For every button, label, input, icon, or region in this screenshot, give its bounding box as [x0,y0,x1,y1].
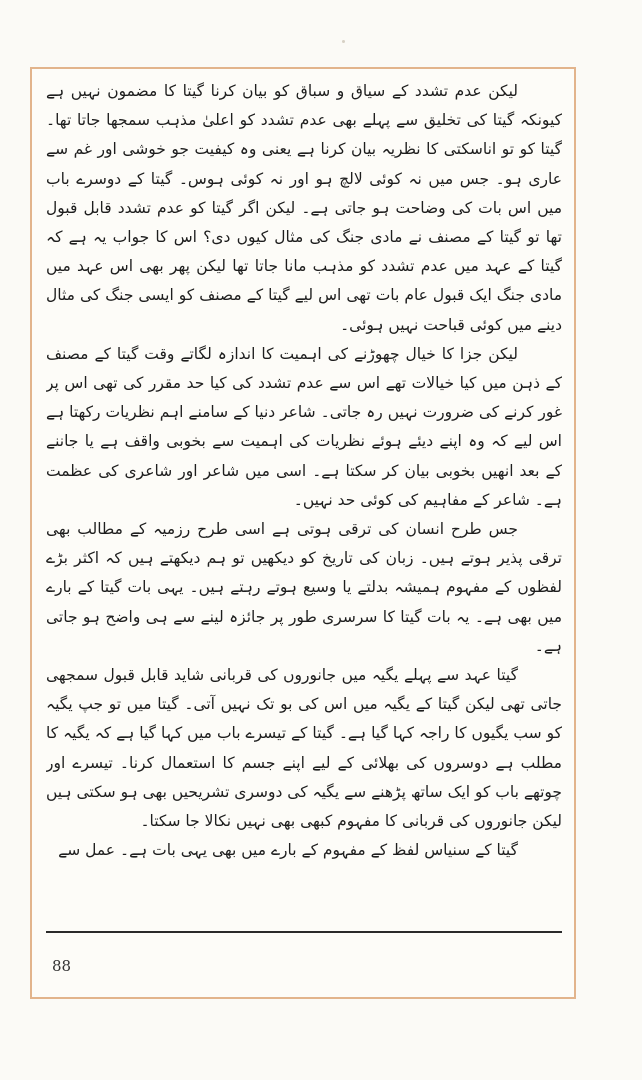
paragraph: لیکن جزا کا خیال چھوڑنے کی اہمیت کا اندازہ لگاتے وقت گیتا کے مصنف کے ذہن میں کیا خیالات تھے اس سے عدم تشدد کی کیا حد مقرر کی تھی اس پر غور کرنے کی ضرورت نہیں رہ جاتی۔ شاعر دنیا کے سامنے اہم نظریات رکھتا ہے اس لیے کہ وہ اپنے دیئے ہوئے نظریات کی اہمیت سے بخوبی واقف ہے یا جاننے کے بعد انھیں بخوبی بیان کر سکتا ہے۔ اسی میں شاعر اور شاعری کی عظمت ہے۔ شاعر کے مفاہیم کی کوئی حد نہیں۔ [46,344,562,509]
paragraph: جس طرح انسان کی ترقی ہوتی ہے اسی طرح رزمیہ کے مطالب بھی ترقی پذیر ہوتے ہیں۔ زبان کی تاریخ کو دیکھیں تو ہم دیکھتے ہیں کہ اکثر بڑے لفظوں کے مفہوم ہمیشہ بدلتے یا وسیع ہوتے رہتے ہیں۔ یہی بات گیتا کے بارے میں بھی ہے۔ یہ بات گیتا کا سرسری طور پر جائزہ لینے سے ہی واضح ہو جاتی ہے۔ [46,520,562,655]
page-number: 88 [52,957,72,975]
page-frame [30,67,576,999]
page-body-text [46,77,562,922]
paragraph: گیتا عہد سے پہلے یگیہ میں جانوروں کی قربانی شاید قابل قبول سمجھی جاتی تھی لیکن گیتا کے یگیہ میں اس کی بو تک نہیں آتی۔ گیتا میں تو جپ یگیہ کو سب یگیوں کا راجہ کہا گیا ہے۔ گیتا کے تیسرے باب میں کہا گیا ہے کہ یگیہ کا مطلب ہے دوسروں کی بھلائی کے لیے اپنے جسم کا استعمال کرنا۔ تیسرے اور چوتھے باب کو ایک ساتھ پڑھنے سے یگیہ کی دوسری تشریحیں بھی ہو سکتی ہیں لیکن جانوروں کی قربانی کا مفہوم کبھی بھی نہیں نکالا جا سکتا۔ [46,666,562,831]
paper-speck [342,40,345,43]
paragraph: لیکن عدم تشدد کے سیاق و سباق کو بیان کرنا گیتا کا مضمون نہیں ہے کیونکہ گیتا کی تخلیق سے پہلے بھی عدم تشدد کو اعلیٰ مذہب سمجھا جاتا تھا۔ گیتا کو تو اناسکتی کا نظریہ بیان کرنا ہے یعنی وہ کیفیت جو خوشی اور غم سے عاری ہو۔ جس میں نہ کوئی لالچ ہو اور نہ کوئی ہوس۔ گیتا کے دوسرے باب میں اس بات کی وضاحت ہو جاتی ہے۔ لیکن اگر گیتا کو عدم تشدد قابل قبول تھا تو گیتا کے مصنف نے مادی جنگ کی مثال کیوں دی؟ اس کا جواب یہ ہے کہ گیتا کے عہد میں عدم تشدد کو مذہب مانا جاتا تھا لیکن پھر بھی اس عہد میں مادی جنگ ایک قبول عام بات تھی اس لیے گیتا کے مصنف کو ایسی جنگ کی مثال دینے میں کوئی قباحت نہیں ہوئی۔ [46,82,562,334]
paragraph: گیتا کے سنیاس لفظ کے مفہوم کے بارے میں بھی یہی بات ہے۔ عمل سے [58,841,518,860]
footer-rule [46,931,562,933]
